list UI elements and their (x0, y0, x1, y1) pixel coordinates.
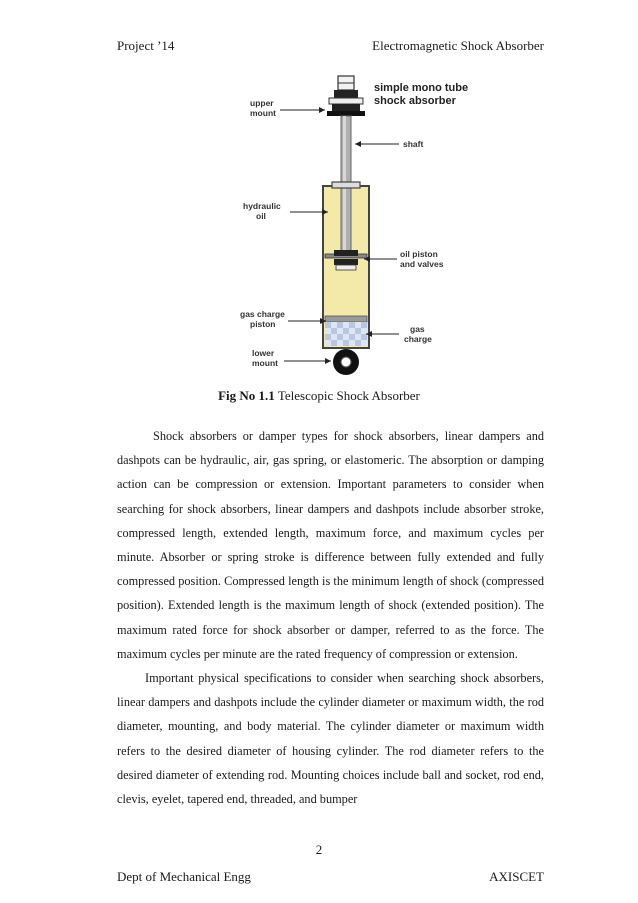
gas-charge-piston (325, 316, 367, 322)
upper-mount-plate (327, 111, 365, 116)
figure-caption-text: Telescopic Shock Absorber (274, 388, 420, 403)
label-gas-charge-2: charge (404, 334, 432, 344)
upper-bushing-bottom (332, 104, 360, 111)
label-upper-mount-2: mount (250, 108, 276, 118)
paragraph-1: Shock absorbers or damper types for shock absorbers, linear dampers and dashpots can be hydraulic, air, gas spring, or elastomeric. The absorption or damping action can be compression or extension. Important parameters to consider when searching for shock absorbers, linear dampers and dashpots include absorber stroke, compressed length, extended length, maximum force, and maximum cycles per minute. Absorber or spring stroke is difference between fully extended and fully compressed position. Compressed length is the minimum length of shock (compressed position). Extended length is the maximum length of shock (extended position). The maximum rated force for shock absorber or damper, referred to as the force. The maximum cycles per minute are the rated frequency of compression or extension. (117, 429, 544, 661)
label-shaft: shaft (403, 139, 424, 149)
figure-number: Fig No 1.1 (218, 388, 275, 403)
label-upper-mount: upper (250, 98, 274, 108)
shock-absorber-diagram (228, 72, 518, 382)
label-lower-mount-2: mount (252, 358, 278, 368)
shock-absorber-figure (228, 72, 518, 382)
label-lower-mount: lower (252, 348, 275, 358)
page-number: 2 (315, 842, 323, 857)
figure-title-line1: simple mono tube (374, 82, 469, 94)
label-oil-piston: oil piston (400, 249, 438, 259)
gas-chamber (325, 322, 367, 346)
label-hydraulic-oil: hydraulic (243, 201, 281, 211)
cylinder-cap (332, 182, 360, 188)
label-oil-piston-2: and valves (400, 259, 444, 269)
body-text (117, 424, 544, 811)
header-project: Project ’14 (117, 38, 175, 53)
label-gas-charge: gas (410, 324, 425, 334)
label-hydraulic-oil-2: oil (256, 211, 266, 221)
label-gas-charge-piston: gas charge (240, 309, 285, 319)
upper-washer (329, 98, 363, 104)
upper-bushing-top (334, 90, 358, 98)
footer-department: Dept of Mechanical Engg (117, 869, 251, 884)
paragraph-2: Important physical specifications to consider when searching shock absorbers, linear dampers and dashpots include the cylinder diameter or maximum width, the rod diameter, mounting, and body material. The cylinder diameter or maximum width refers to the desired diameter of housing cylinder. The rod diameter refers to the desired diameter of extending rod. Mounting choices include ball and socket, rod end, clevis, eyelet, tapered end, threaded, and bumper (117, 671, 544, 807)
header-title: Electromagnetic Shock Absorber (372, 38, 544, 53)
figure-title-line2: shock absorber (374, 95, 456, 107)
label-gas-charge-piston-2: piston (250, 319, 276, 329)
figure-caption (0, 388, 638, 404)
footer-college: AXISCET (489, 869, 544, 884)
